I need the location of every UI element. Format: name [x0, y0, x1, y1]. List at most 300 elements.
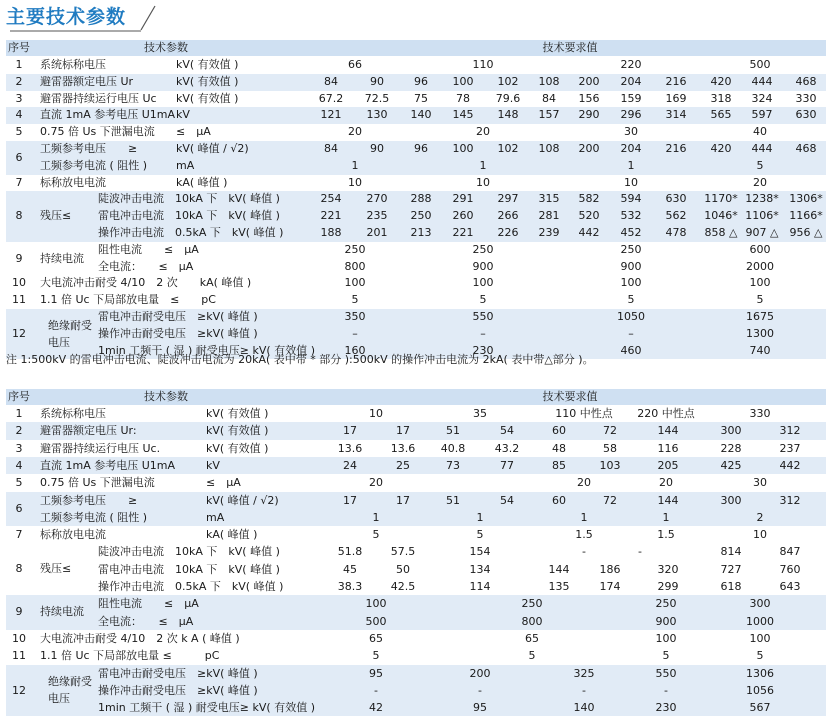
- value-cell: 24: [320, 457, 380, 474]
- value-cell: 550: [453, 309, 513, 326]
- value-cell: 13.6: [320, 440, 380, 457]
- value-cell: 96: [391, 74, 451, 91]
- param-sub-label: 全电流： ≤ μA: [98, 613, 193, 630]
- param-label: 工频参考电压 ≥: [40, 492, 137, 509]
- row-number: 5: [6, 124, 32, 141]
- value-cell: 452: [601, 225, 661, 242]
- value-cell: 907 △: [732, 225, 792, 242]
- table-row: [6, 191, 826, 208]
- param-unit: kV( 有效值 ): [176, 74, 238, 91]
- table-row: [6, 158, 826, 175]
- param-label: 直流 1mA 参考电压 U1mA: [40, 107, 175, 124]
- value-cell: 174: [580, 578, 640, 595]
- table-row: [6, 405, 826, 422]
- header-cell: 技术参数: [66, 389, 266, 405]
- value-cell: 30: [601, 124, 661, 141]
- value-cell: 1: [346, 509, 406, 526]
- value-cell: 444: [732, 141, 792, 158]
- table-row: [6, 699, 826, 716]
- value-cell: 532: [601, 208, 661, 225]
- value-cell: 78: [433, 91, 493, 108]
- value-cell: 1675: [730, 309, 790, 326]
- value-cell: 216: [646, 141, 706, 158]
- header-cell: 技术参数: [66, 40, 266, 56]
- value-cell: 1: [450, 509, 510, 526]
- row-number: 12: [6, 665, 32, 716]
- param-unit: kV( 有效值 ): [176, 57, 238, 74]
- value-cell: 148: [478, 107, 538, 124]
- value-cell: 154: [450, 543, 510, 560]
- value-cell: 38.3: [320, 578, 380, 595]
- value-cell: -: [610, 543, 670, 560]
- value-cell: 100: [433, 74, 493, 91]
- param-label: 避雷器额定电压 Ur:: [40, 422, 137, 439]
- value-cell: 500: [730, 57, 790, 74]
- param-label: 1.1 倍 Uc 下局部放电量 ≤ pC: [40, 647, 219, 664]
- value-cell: 67.2: [301, 91, 361, 108]
- table-row: [6, 225, 826, 242]
- value-cell: 17: [373, 492, 433, 509]
- table-row: [6, 543, 826, 560]
- value-cell: 226: [478, 225, 538, 242]
- param-label: 工频参考电流 ( 阻性 ): [40, 158, 147, 175]
- value-cell: 1106*: [732, 208, 792, 225]
- param-sub-label: 操作冲击耐受电压 ≥kV( 峰值 ): [98, 326, 258, 343]
- value-cell: 65: [502, 630, 562, 647]
- value-cell: 42.5: [373, 578, 433, 595]
- value-cell: 314: [646, 107, 706, 124]
- param-sub-label: 阻性电流 ≤ μA: [98, 595, 199, 612]
- param-sub-label: 全电流： ≤ μA: [98, 259, 193, 276]
- value-cell: 325: [554, 665, 614, 682]
- value-cell: 201: [347, 225, 407, 242]
- row-number: 1: [6, 57, 32, 74]
- param-sub-label: 阻性电流 ≤ μA: [98, 242, 199, 259]
- param-unit: kV( 有效值 ): [206, 440, 268, 457]
- value-cell: 116: [638, 440, 698, 457]
- value-cell: 51: [423, 492, 483, 509]
- value-cell: 1238*: [732, 191, 792, 208]
- value-cell: 90: [347, 141, 407, 158]
- param-sub-label: 雷电冲击耐受电压 ≥kV( 峰值 ): [98, 309, 258, 326]
- value-cell: 17: [320, 492, 380, 509]
- value-cell: 288: [391, 191, 451, 208]
- value-cell: 318: [691, 91, 751, 108]
- value-cell: 84: [301, 141, 361, 158]
- param-label: 直流 1mA 参考电压 U1mA: [40, 457, 175, 474]
- param-label: 避雷器额定电压 Ur: [40, 74, 133, 91]
- value-cell: 100: [453, 275, 513, 292]
- value-cell: 1.5: [636, 526, 696, 543]
- row-number: 2: [6, 74, 32, 91]
- value-cell: 100: [433, 141, 493, 158]
- value-cell: 114: [450, 578, 510, 595]
- table-row: [6, 242, 826, 259]
- value-cell: 5: [325, 292, 385, 309]
- value-cell: 1306*: [776, 191, 832, 208]
- value-cell: 312: [760, 422, 820, 439]
- value-cell: 96: [391, 141, 451, 158]
- value-cell: 110: [453, 57, 513, 74]
- table-row: [6, 682, 826, 699]
- value-cell: 5: [601, 292, 661, 309]
- value-cell: 600: [730, 242, 790, 259]
- value-cell: 740: [730, 343, 790, 360]
- value-cell: 100: [601, 275, 661, 292]
- row-number: 9: [6, 242, 32, 276]
- value-cell: 200: [559, 74, 619, 91]
- value-cell: 300: [730, 595, 790, 612]
- value-cell: 291: [433, 191, 493, 208]
- row-number: 4: [6, 457, 32, 474]
- value-cell: 858 △: [691, 225, 751, 242]
- row-number: 10: [6, 275, 32, 292]
- table-row: [6, 124, 826, 141]
- value-cell: 40: [730, 124, 790, 141]
- value-cell: 159: [601, 91, 661, 108]
- value-cell: 57.5: [373, 543, 433, 560]
- param-unit: kV( 有效值 ): [176, 91, 238, 108]
- header-cell: 序号: [6, 389, 32, 405]
- value-cell: –: [325, 326, 385, 343]
- param-unit: ≤ μA: [206, 474, 241, 491]
- table-row: [6, 595, 826, 612]
- value-cell: 51.8: [320, 543, 380, 560]
- param-unit: kV: [206, 457, 220, 474]
- row-number: 7: [6, 175, 32, 192]
- value-cell: 54: [477, 422, 537, 439]
- value-cell: 315: [519, 191, 579, 208]
- param-label: 避雷器持续运行电压 Uc.: [40, 440, 160, 457]
- value-cell: 460: [601, 343, 661, 360]
- value-cell: 20: [346, 474, 406, 491]
- value-cell: 296: [601, 107, 661, 124]
- value-cell: 235: [347, 208, 407, 225]
- table-row: [6, 474, 826, 491]
- value-cell: 200: [450, 665, 510, 682]
- row-number: 5: [6, 474, 32, 491]
- value-cell: 13.6: [373, 440, 433, 457]
- value-cell: -: [554, 543, 614, 560]
- table-row: [6, 440, 826, 457]
- value-cell: 140: [554, 699, 614, 716]
- table-row: [6, 492, 826, 509]
- value-cell: 2000: [730, 259, 790, 276]
- param-unit: kV( 峰值 / √2): [176, 141, 249, 158]
- row-number: 3: [6, 91, 32, 108]
- value-cell: 567: [730, 699, 790, 716]
- value-cell: 1000: [730, 613, 790, 630]
- row-number: 8: [6, 191, 32, 241]
- value-cell: 550: [636, 665, 696, 682]
- param-label: 标称放电电流: [40, 526, 106, 543]
- value-cell: -: [636, 682, 696, 699]
- param-sub-label: 操作冲击耐受电压 ≥kV( 峰值 ): [98, 682, 258, 699]
- value-cell: 594: [601, 191, 661, 208]
- value-cell: –: [453, 326, 513, 343]
- value-cell: 1300: [730, 326, 790, 343]
- value-cell: 1: [453, 158, 513, 175]
- value-cell: 1: [325, 158, 385, 175]
- value-cell: 254: [301, 191, 361, 208]
- value-cell: 205: [638, 457, 698, 474]
- value-cell: 468: [776, 141, 832, 158]
- param-unit: kV( 峰值 / √2): [206, 492, 279, 509]
- value-cell: 60: [529, 422, 589, 439]
- value-cell: 1: [601, 158, 661, 175]
- row-number: 11: [6, 292, 32, 309]
- value-cell: 95: [346, 665, 406, 682]
- value-cell: 324: [732, 91, 792, 108]
- value-cell: 350: [325, 309, 385, 326]
- param-unit: ≤ μA: [176, 124, 211, 141]
- value-cell: 270: [347, 191, 407, 208]
- value-cell: 100: [346, 595, 406, 612]
- value-cell: 444: [732, 74, 792, 91]
- value-cell: 20: [554, 474, 614, 491]
- value-cell: 1056: [730, 682, 790, 699]
- value-cell: 250: [601, 242, 661, 259]
- value-cell: 900: [453, 259, 513, 276]
- param-sub-label: 雷电冲击电流 10kA 下 kV( 峰值 ): [98, 561, 280, 578]
- value-cell: 216: [646, 74, 706, 91]
- value-cell: 281: [519, 208, 579, 225]
- value-cell: 186: [580, 561, 640, 578]
- value-cell: 220 中性点: [636, 405, 696, 422]
- param-sub-label: 雷电冲击电流 10kA 下 kV( 峰值 ): [98, 208, 280, 225]
- value-cell: 42: [346, 699, 406, 716]
- value-cell: 618: [701, 578, 761, 595]
- row-number: 6: [6, 492, 32, 527]
- value-cell: 25: [373, 457, 433, 474]
- value-cell: 847: [760, 543, 820, 560]
- value-cell: 135: [529, 578, 589, 595]
- value-cell: 260: [433, 208, 493, 225]
- value-cell: –: [601, 326, 661, 343]
- value-cell: 5: [450, 526, 510, 543]
- value-cell: 5: [730, 158, 790, 175]
- value-cell: 630: [776, 107, 832, 124]
- value-cell: 20: [636, 474, 696, 491]
- value-cell: 330: [776, 91, 832, 108]
- value-cell: 17: [320, 422, 380, 439]
- value-cell: 221: [433, 225, 493, 242]
- value-cell: 478: [646, 225, 706, 242]
- value-cell: 66: [325, 57, 385, 74]
- table-row: [6, 422, 826, 439]
- value-cell: 468: [776, 74, 832, 91]
- value-cell: 1170*: [691, 191, 751, 208]
- value-cell: 90: [347, 74, 407, 91]
- value-cell: 1.5: [554, 526, 614, 543]
- value-cell: 320: [638, 561, 698, 578]
- value-cell: 58: [580, 440, 640, 457]
- row-number: 4: [6, 107, 32, 124]
- value-cell: 72: [580, 492, 640, 509]
- value-cell: 312: [760, 492, 820, 509]
- value-cell: 145: [433, 107, 493, 124]
- title-slash-decoration: [0, 0, 160, 34]
- value-cell: 630: [646, 191, 706, 208]
- param-label: 残压≤: [40, 543, 71, 595]
- value-cell: 250: [502, 595, 562, 612]
- value-cell: 20: [730, 175, 790, 192]
- header-cell: 序号: [6, 40, 32, 56]
- param-label: 大电流冲击耐受 4/10 2 次 k A ( 峰值 ): [40, 630, 240, 647]
- param-label: 工频参考电压 ≥: [40, 141, 137, 158]
- row-number: 11: [6, 647, 32, 664]
- value-cell: 102: [478, 141, 538, 158]
- value-cell: 597: [732, 107, 792, 124]
- value-cell: 200: [559, 141, 619, 158]
- value-cell: 84: [519, 91, 579, 108]
- value-cell: 230: [453, 343, 513, 360]
- header-cell: 技术要求值: [316, 40, 824, 56]
- value-cell: 250: [453, 242, 513, 259]
- value-cell: 213: [391, 225, 451, 242]
- value-cell: 20: [453, 124, 513, 141]
- value-cell: 73: [423, 457, 483, 474]
- table-row: [6, 91, 826, 108]
- row-number: 1: [6, 405, 32, 422]
- value-cell: 144: [638, 492, 698, 509]
- page-title: 主要技术参数: [6, 2, 126, 29]
- value-cell: 10: [601, 175, 661, 192]
- value-cell: 65: [346, 630, 406, 647]
- row-number: 9: [6, 595, 32, 630]
- value-cell: 40.8: [423, 440, 483, 457]
- value-cell: 290: [559, 107, 619, 124]
- table-row: [6, 578, 826, 595]
- value-cell: 100: [730, 275, 790, 292]
- param-label: 标称放电电流: [40, 175, 106, 192]
- value-cell: 420: [691, 141, 751, 158]
- value-cell: 10: [346, 405, 406, 422]
- param-sub-label: 1min 工频干 ( 湿 ) 耐受电压≥ kV( 有效值 ): [98, 699, 315, 716]
- table-row: [6, 526, 826, 543]
- table-row: [6, 509, 826, 526]
- value-cell: 250: [636, 595, 696, 612]
- value-cell: 900: [636, 613, 696, 630]
- value-cell: 565: [691, 107, 751, 124]
- value-cell: 266: [478, 208, 538, 225]
- param-label: 残压≤: [40, 191, 71, 241]
- table-row: [6, 259, 826, 276]
- value-cell: 2: [730, 509, 790, 526]
- table-row: [6, 613, 826, 630]
- value-cell: 420: [691, 74, 751, 91]
- value-cell: 85: [529, 457, 589, 474]
- value-cell: 79.6: [478, 91, 538, 108]
- value-cell: 956 △: [776, 225, 832, 242]
- param-sub-label: 操作冲击电流 0.5kA 下 kV( 峰值 ): [98, 225, 283, 242]
- value-cell: 51: [423, 422, 483, 439]
- value-cell: 75: [391, 91, 451, 108]
- value-cell: -: [450, 682, 510, 699]
- value-cell: 157: [519, 107, 579, 124]
- param-unit: kA( 峰值 ): [206, 526, 257, 543]
- param-unit: kV( 有效值 ): [206, 405, 268, 422]
- param-unit: kA( 峰值 ): [176, 175, 227, 192]
- value-cell: 5: [346, 647, 406, 664]
- param-label: 系统标称电压: [40, 405, 106, 422]
- param-unit: mA: [176, 158, 194, 175]
- value-cell: 900: [601, 259, 661, 276]
- value-cell: 45: [320, 561, 380, 578]
- value-cell: 643: [760, 578, 820, 595]
- row-number: 8: [6, 543, 32, 595]
- value-cell: 160: [325, 343, 385, 360]
- value-cell: 144: [529, 561, 589, 578]
- value-cell: 562: [646, 208, 706, 225]
- value-cell: -: [346, 682, 406, 699]
- value-cell: 100: [325, 275, 385, 292]
- value-cell: 5: [502, 647, 562, 664]
- table-row: [6, 107, 826, 124]
- value-cell: 144: [638, 422, 698, 439]
- value-cell: 48: [529, 440, 589, 457]
- value-cell: 204: [601, 74, 661, 91]
- value-cell: 520: [559, 208, 619, 225]
- param-sub-label: 操作冲击电流 0.5kA 下 kV( 峰值 ): [98, 578, 283, 595]
- table-row: [6, 141, 826, 158]
- value-cell: 20: [325, 124, 385, 141]
- value-cell: 814: [701, 543, 761, 560]
- value-cell: 10: [325, 175, 385, 192]
- value-cell: 100: [636, 630, 696, 647]
- table-row: [6, 630, 826, 647]
- value-cell: 5: [636, 647, 696, 664]
- param-label: 绝缘耐受电压: [48, 317, 98, 351]
- value-cell: 10: [730, 526, 790, 543]
- value-cell: 1166*: [776, 208, 832, 225]
- param-label: 工频参考电流 ( 阻性 ): [40, 509, 147, 526]
- param-unit: kV: [176, 107, 190, 124]
- table-row: [6, 309, 826, 326]
- param-label: 1.1 倍 Uc 下局部放电量 ≤ pC: [40, 292, 216, 309]
- table-row: [6, 175, 826, 192]
- param-sub-label: 1min 工频干 ( 湿 ) 耐受电压≥ kV( 有效值 ): [98, 343, 315, 360]
- value-cell: 500: [346, 613, 406, 630]
- table-row: [6, 292, 826, 309]
- value-cell: 727: [701, 561, 761, 578]
- param-sub-label: 陡波冲击电流 10kA 下 kV( 峰值 ): [98, 543, 280, 560]
- value-cell: 1: [554, 509, 614, 526]
- value-cell: 760: [760, 561, 820, 578]
- param-unit: mA: [206, 509, 224, 526]
- param-unit: kV( 有效值 ): [206, 422, 268, 439]
- param-sub-label: 陡波冲击电流 10kA 下 kV( 峰值 ): [98, 191, 280, 208]
- value-cell: 110 中性点: [554, 405, 614, 422]
- value-cell: 77: [477, 457, 537, 474]
- value-cell: 5: [346, 526, 406, 543]
- param-label: 系统标称电压: [40, 57, 106, 74]
- row-number: 6: [6, 141, 32, 175]
- value-cell: -: [554, 682, 614, 699]
- param-label: 持续电流: [40, 242, 84, 276]
- table-header: [6, 389, 826, 405]
- value-cell: 237: [760, 440, 820, 457]
- value-cell: 10: [453, 175, 513, 192]
- table-row: [6, 457, 826, 474]
- header-cell: 技术要求值: [316, 389, 824, 405]
- table-row: [6, 208, 826, 225]
- value-cell: 5: [453, 292, 513, 309]
- value-cell: 442: [760, 457, 820, 474]
- value-cell: 100: [730, 630, 790, 647]
- param-sub-label: 雷电冲击耐受电压 ≥kV( 峰值 ): [98, 665, 258, 682]
- table-1-note: 注 1:500kV 的雷电冲击电流、陡波冲击电流为 20kA( 表中带 * 部分 ):500kV 的操作冲击电流为 2kA( 表中带△部分 )。: [6, 351, 594, 367]
